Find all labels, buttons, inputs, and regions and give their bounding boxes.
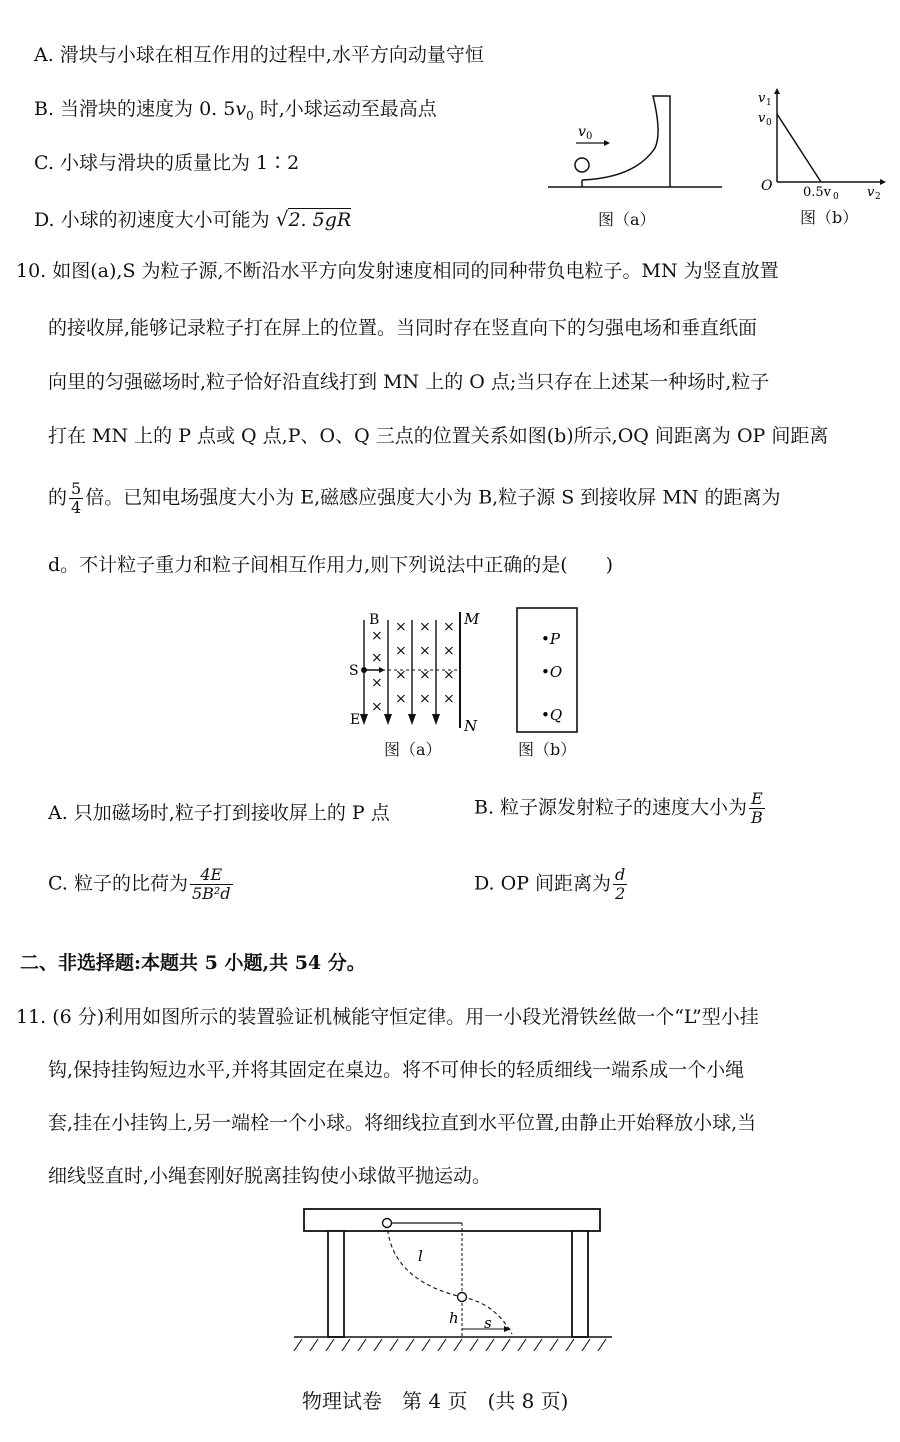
label-s: S <box>349 663 359 679</box>
q9-option-b-text2: 时,小球运动至最高点 <box>253 98 437 120</box>
point-p: •P <box>541 630 560 648</box>
fraction-5-4 <box>69 480 83 517</box>
q10-option-b-text: B. 粒子源发射粒子的速度大小为 <box>474 796 748 819</box>
cross: × <box>395 643 407 659</box>
table-leg-right <box>572 1231 588 1337</box>
q10-option-b <box>474 790 767 827</box>
fraction-4e <box>190 866 233 903</box>
q10-line-5-post: 倍。已知电场强度大小为 E,磁感应强度大小为 B,粒子源 S 到接收屏 MN 的距离为 <box>85 486 781 509</box>
fraction-num: 4E <box>190 866 233 885</box>
y-sub: 1 <box>766 98 772 108</box>
q11-line-2: 钩,保持挂钩短边水平,并将其固定在桌边。将不可伸长的轻质细线一端系成一个小绳 <box>48 1059 745 1081</box>
label-s: s <box>484 1314 492 1332</box>
cross: × <box>395 691 407 707</box>
q10-line-3: 向里的匀强磁场时,粒子恰好沿直线打到 MN 上的 O 点;当只存在上述某一种场时,粒子 <box>48 371 770 393</box>
cross: × <box>419 619 431 635</box>
cross: × <box>371 650 383 666</box>
cross: × <box>395 619 407 635</box>
y-tick-sub: 0 <box>766 118 772 128</box>
particle-arrowhead <box>379 667 385 673</box>
figure-9b-caption: 图（b） <box>800 208 859 227</box>
label-n: N <box>464 717 478 734</box>
q10-line-4: 打在 MN 上的 P 点或 Q 点,P、O、Q 三点的位置关系如图(b)所示,OQ 间距离为 OP 间距离 <box>48 425 829 447</box>
figure-10a-caption: 图（a） <box>384 740 442 759</box>
velocity-arrowhead <box>604 140 610 146</box>
q10-line-2: 的接收屏,能够记录粒子打在屏上的位置。当同时存在竖直向下的匀强电场和垂直纸面 <box>48 317 758 339</box>
x-sub: 2 <box>875 192 881 201</box>
q10-line-5 <box>48 480 780 517</box>
ball-start <box>383 1219 392 1228</box>
cross: × <box>443 667 455 683</box>
cross: × <box>371 628 383 644</box>
field-arrow-3 <box>408 714 416 725</box>
figure-10a-field <box>345 604 495 734</box>
magnetic-crosses <box>371 619 455 715</box>
q9-option-b-var: v <box>235 98 247 120</box>
field-arrow-4 <box>432 714 440 725</box>
page-footer: 物理试卷 第 4 页 (共 8 页) <box>302 1389 569 1413</box>
label-e: E <box>350 712 361 728</box>
y-label: v <box>758 91 766 106</box>
q9-option-b-sub: 0 <box>246 108 254 123</box>
slider-block <box>582 96 670 187</box>
q9-option-c: C. 小球与滑块的质量比为 1∶2 <box>34 152 300 174</box>
cross: × <box>419 691 431 707</box>
cross: × <box>371 699 383 715</box>
fraction-den: 5B²d <box>191 884 231 903</box>
swing-arc <box>387 1223 462 1297</box>
cross: × <box>443 691 455 707</box>
cross: × <box>419 667 431 683</box>
figure-9b-graph <box>755 86 890 201</box>
q10-option-a: A. 只加磁场时,粒子打到接收屏上的 P 点 <box>48 802 390 824</box>
q9-option-b <box>34 96 437 129</box>
fraction-num: d <box>615 865 626 884</box>
x-tick: 0.5v <box>803 185 832 200</box>
fraction-num: 5 <box>71 479 82 498</box>
q11-line-3: 套,挂在小挂钩上,另一端栓一个小球。将细线拉直到水平位置,由静止开始释放小球,当 <box>48 1112 757 1134</box>
label-l: l <box>418 1247 423 1265</box>
x-axis-arrow <box>880 179 886 185</box>
table-top <box>304 1209 600 1231</box>
q9-option-a: A. 滑块与小球在相互作用的过程中,水平方向动量守恒 <box>34 44 484 66</box>
graph-line <box>777 114 821 182</box>
q10-option-c <box>48 866 235 903</box>
figure-9a-caption: 图（a） <box>598 210 656 229</box>
y-tick: v <box>758 111 766 126</box>
section-2-heading: 二、非选择题:本题共 5 小题,共 54 分。 <box>20 952 366 974</box>
table-leg-left <box>328 1231 344 1337</box>
x-label: v <box>867 185 875 200</box>
q10-option-d-text: D. OP 间距离为 <box>474 872 612 895</box>
label-h: h <box>449 1309 459 1327</box>
q10-line-5-pre: 的 <box>48 486 68 509</box>
q10-option-c-text: C. 粒子的比荷为 <box>48 872 188 895</box>
q10-line-1: 10. 如图(a),S 为粒子源,不断沿水平方向发射速度相同的同种带负电粒子。MN 为竖直放置 <box>16 260 779 282</box>
q11-line-1: 11. (6 分)利用如图所示的装置验证机械能守恒定律。用一小段光滑铁丝做一个“L”型小挂 <box>16 1006 759 1028</box>
point-q: •Q <box>541 706 563 724</box>
figure-10b-caption: 图（b） <box>518 740 577 759</box>
figure-10b-screen <box>515 606 580 734</box>
fraction-den: B <box>751 808 763 827</box>
sqrt-sign: √ <box>275 207 289 231</box>
q9-option-b-text: B. 当滑块的速度为 0. 5 <box>34 98 236 120</box>
fraction-num: E <box>749 790 765 809</box>
origin-label: O <box>761 178 773 194</box>
cross: × <box>443 643 455 659</box>
q10-line-6: d。不计粒子重力和粒子间相互作用力,则下列说法中正确的是( ) <box>48 554 614 576</box>
figure-11-apparatus <box>290 1205 615 1360</box>
point-o: •O <box>541 663 563 681</box>
ball-lowest <box>458 1293 467 1302</box>
v0-sub: 0 <box>586 131 593 142</box>
cross: × <box>371 675 383 691</box>
cross: × <box>395 667 407 683</box>
x-tick-sub: 0 <box>833 192 839 201</box>
label-b: B <box>369 612 380 628</box>
q9-option-d-radicand: 2. 5gR <box>288 209 352 231</box>
fraction-d-2 <box>613 866 627 903</box>
label-m: M <box>464 610 480 628</box>
q11-line-4: 细线竖直时,小绳套刚好脱离挂钩使小球做平抛运动。 <box>48 1165 492 1187</box>
cross: × <box>443 619 455 635</box>
small-ball <box>575 158 589 172</box>
field-arrow-1 <box>360 714 368 725</box>
fraction-den: 4 <box>71 498 82 517</box>
figure-9a-slider <box>540 88 730 198</box>
fraction-e-b <box>749 790 765 827</box>
q9-option-d <box>34 206 351 233</box>
fraction-den: 2 <box>615 884 626 903</box>
v0-label: v <box>578 124 586 140</box>
field-arrow-2 <box>384 714 392 725</box>
ground-hatching <box>294 1339 606 1351</box>
q9-option-d-text: D. 小球的初速度大小可能为 <box>34 209 276 231</box>
q10-option-d <box>474 866 629 903</box>
cross: × <box>419 643 431 659</box>
y-axis-arrow <box>774 88 780 94</box>
